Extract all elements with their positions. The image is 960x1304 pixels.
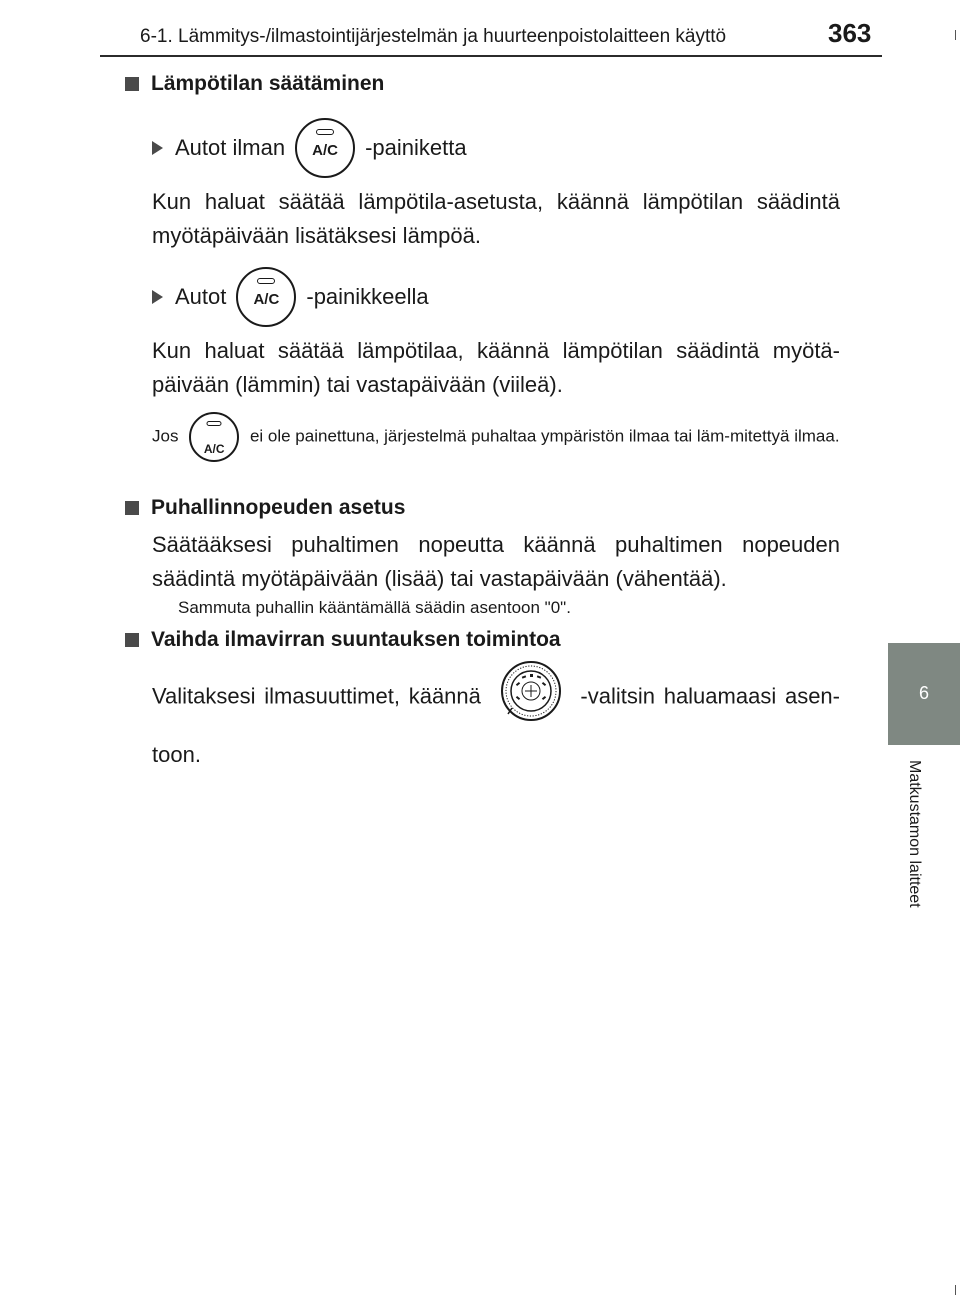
chapter-tab — [888, 643, 960, 745]
paragraph-airflow — [152, 660, 840, 775]
ac-label: A/C — [253, 291, 280, 308]
paragraph-with-ac: Kun haluat säätää lämpötilaa, käännä lämpötilan säädintä myötä-päivään (lämmin) tai vastapäivään (viileä). — [152, 338, 840, 397]
subheading-text-after: -painikkeella — [306, 284, 429, 309]
ac-label: A/C — [312, 142, 338, 159]
chapter-label: Matkustamon laitteet — [906, 760, 923, 908]
ac-button-icon — [236, 267, 296, 327]
square-bullet-icon — [125, 77, 139, 91]
header-rule — [100, 55, 882, 57]
heading-text: Puhallinnopeuden asetus — [151, 496, 406, 519]
page-number: 363 — [828, 18, 872, 48]
paragraph-without-ac: Kun haluat säätää lämpötila-asetusta, käännä lämpötilan säädintä myötäpäivään lisätäksesi lämpöä. — [152, 189, 840, 248]
paragraph-fan: Säätääksesi puhaltimen nopeutta käännä puhaltimen nopeuden säädintä myötäpäivään (lisää) tai vastapäivään (vähentää). — [152, 532, 840, 591]
section-heading-temperature — [125, 72, 384, 96]
crop-mark — [955, 30, 956, 40]
subheading-with-ac — [152, 267, 429, 327]
note-ac — [152, 412, 840, 462]
airflow-text-before: Valitaksesi ilmasuuttimet, käännä — [152, 683, 481, 709]
ac-label: A/C — [203, 442, 225, 456]
triangle-bullet-icon — [152, 290, 163, 304]
square-bullet-icon — [125, 501, 139, 515]
airflow-mode-dial-icon — [500, 660, 562, 735]
square-bullet-icon — [125, 633, 139, 647]
triangle-bullet-icon — [152, 141, 163, 155]
ac-button-icon — [295, 118, 355, 178]
heading-text: Vaihda ilmavirran suuntauksen toimintoa — [151, 628, 561, 651]
section-heading-airflow — [125, 628, 561, 652]
subheading-without-ac — [152, 118, 467, 178]
airflow-text-after: -valitsin haluamaasi asen-toon. — [152, 683, 840, 767]
running-header-title: 6-1. Lämmitys-/ilmastointijärjestelmän ja huurteenpoistolaitteen käyttö — [140, 26, 727, 47]
subheading-text-before: Autot — [175, 284, 227, 309]
note-fan: Sammuta puhallin kääntämällä säädin asentoon "0". — [178, 598, 571, 617]
heading-text: Lämpötilan säätäminen — [151, 72, 385, 95]
chapter-number: 6 — [918, 683, 929, 703]
crop-mark — [955, 1285, 956, 1295]
section-heading-fan — [125, 496, 405, 520]
note-text-before: Jos — [152, 426, 179, 446]
note-text-after: ei ole painettuna, järjestelmä puhaltaa ympäristön ilmaa tai läm-mitettyä ilmaa. — [249, 426, 840, 446]
subheading-text-after: -painiketta — [365, 135, 467, 160]
subheading-text-before: Autot ilman — [175, 135, 286, 160]
ac-button-icon — [189, 412, 239, 462]
